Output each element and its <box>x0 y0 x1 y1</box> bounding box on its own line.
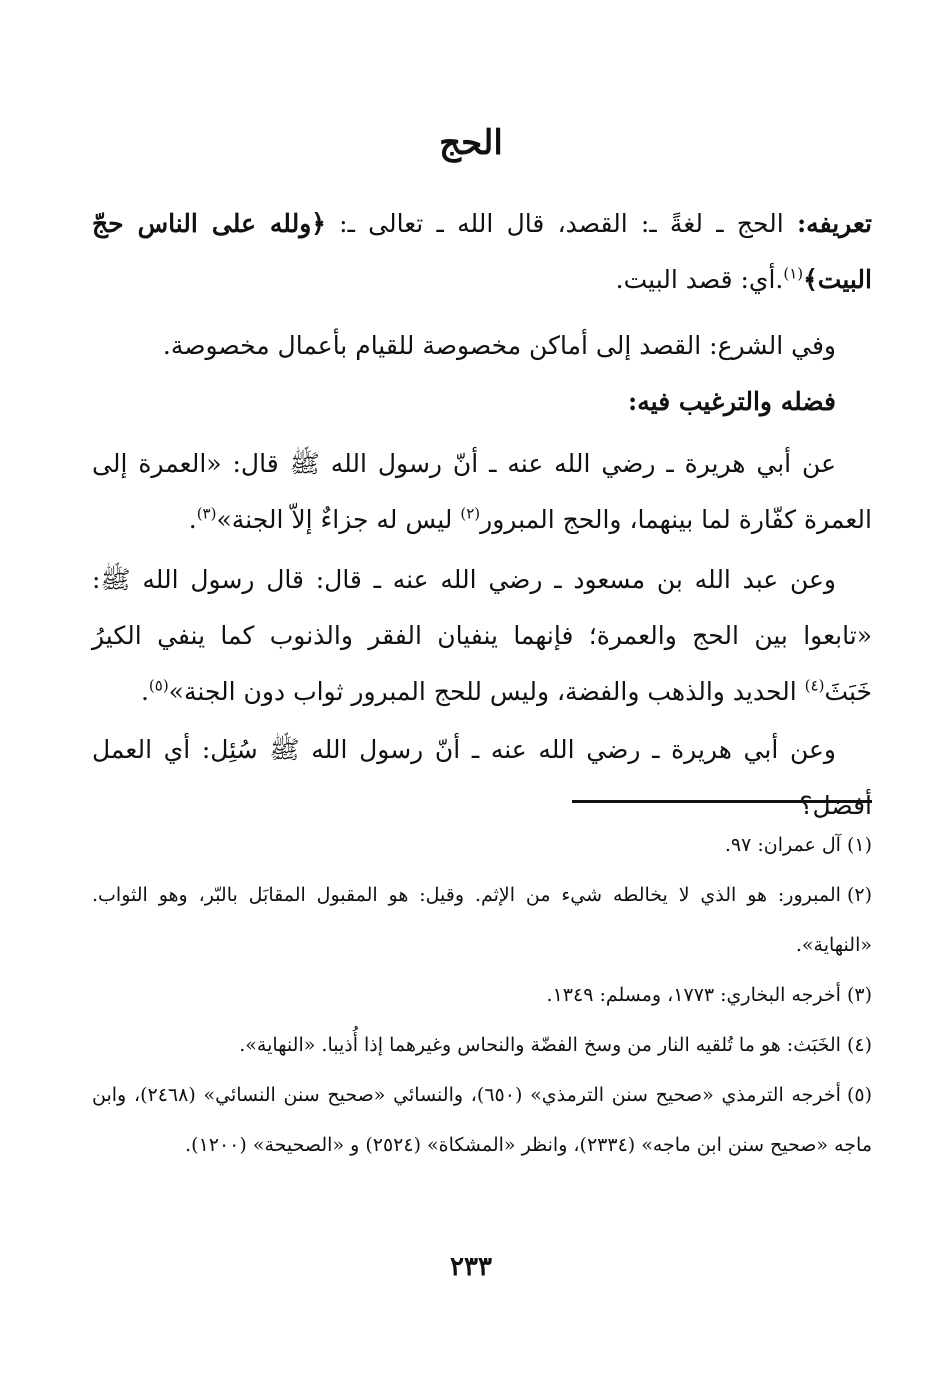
footnotes <box>92 820 872 1170</box>
definition-text: الحج ـ لغةً ـ: القصد، قال الله ـ تعالى ـ: <box>325 209 797 238</box>
definition-paragraph <box>92 196 872 308</box>
footnote-ref-3: (٣) <box>196 504 217 523</box>
footnote-ref-1: (١) <box>783 264 804 283</box>
hadith-1-text-cont: ليس له جزاءٌ إلاّ الجنة» <box>216 505 461 534</box>
definition-explanation: .أي: قصد البيت. <box>615 265 784 294</box>
hadith-2-end: . <box>140 677 149 706</box>
hadith-paragraph-2 <box>92 552 872 720</box>
hadith-2-text-cont: الحديد والذهب والفضة، وليس للحج المبرور ثواب دون الجنة» <box>168 677 805 706</box>
quran-verse: ﴿ولله على الناس حجّ البيت﴾ <box>92 209 872 294</box>
footnote-text: أخرجه البخاري: ١٧٧٣، ومسلم: ١٣٤٩. <box>546 984 841 1006</box>
hadith-1-text: عن أبي هريرة ـ رضي الله عنه ـ أنّ رسول الله ﷺ قال: «العمرة إلى العمرة كفّارة لما بينهما، والحج المبرور <box>92 449 872 534</box>
footnote-ref-4: (٤) <box>804 676 825 695</box>
footnote-number: (٤) <box>846 1034 872 1056</box>
footnote-ref-5: (٥) <box>148 676 169 695</box>
sharia-definition: وفي الشرع: القصد إلى أماكن مخصوصة للقيام بأعمال مخصوصة. <box>162 331 836 360</box>
page-number: ٢٣٣ <box>450 1252 492 1282</box>
footnote-number: (٣) <box>846 984 872 1006</box>
hadith-paragraph-3: وعن أبي هريرة ـ رضي الله عنه ـ أنّ رسول الله ﷺ سُئِل: أي العمل أفضل؟ <box>92 735 872 820</box>
footnote-number: (٥) <box>846 1084 872 1106</box>
hadith-2-text: وعن عبد الله بن مسعود ـ رضي الله عنه ـ قال: قال رسول الله ﷺ: «تابعوا بين الحج والعمرة؛ فإنهما ينفيان الفقر والذنوب كما ينفي الكيرُ خَبَثَ <box>92 565 872 706</box>
virtue-heading: فضله والترغيب فيه: <box>628 387 836 416</box>
hadith-paragraph-1 <box>92 436 872 548</box>
footnote-text: أخرجه الترمذي «صحيح سنن الترمذي» (٦٥٠)، والنسائي «صحيح سنن النسائي» (٢٤٦٨)، وابن ماجه «صحيح سنن ابن ماجه» (٢٣٣٤)، وانظر «المشكاة» (٢٥٢٤) و «الصحيحة» (١٢٠٠). <box>92 1084 872 1156</box>
footnote <box>92 870 872 970</box>
footnote-ref-2: (٢) <box>460 504 481 523</box>
definition-label: تعريفه: <box>796 209 872 238</box>
footnote-text: المبرور: هو الذي لا يخالطه شيء من الإثم. وقيل: هو المقبول المقابَل بالبّر، وهو الثواب. «النهاية». <box>92 884 872 956</box>
footnote <box>92 1070 872 1170</box>
footnote <box>92 970 872 1020</box>
footnote-text: آل عمران: ٩٧. <box>724 834 841 856</box>
footnote-divider <box>572 800 872 803</box>
chapter-title: الحج <box>439 123 503 163</box>
footnote-number: (١) <box>846 834 872 856</box>
footnote-text: الخَبَث: هو ما تُلقيه النار من وسخ الفضّة والنحاس وغيرهما إذا أُذيبا. «النهاية». <box>239 1034 841 1056</box>
footnote-number: (٢) <box>846 884 872 906</box>
hadith-1-end: . <box>188 505 197 534</box>
footnote <box>92 1020 872 1070</box>
footnote <box>92 820 872 870</box>
